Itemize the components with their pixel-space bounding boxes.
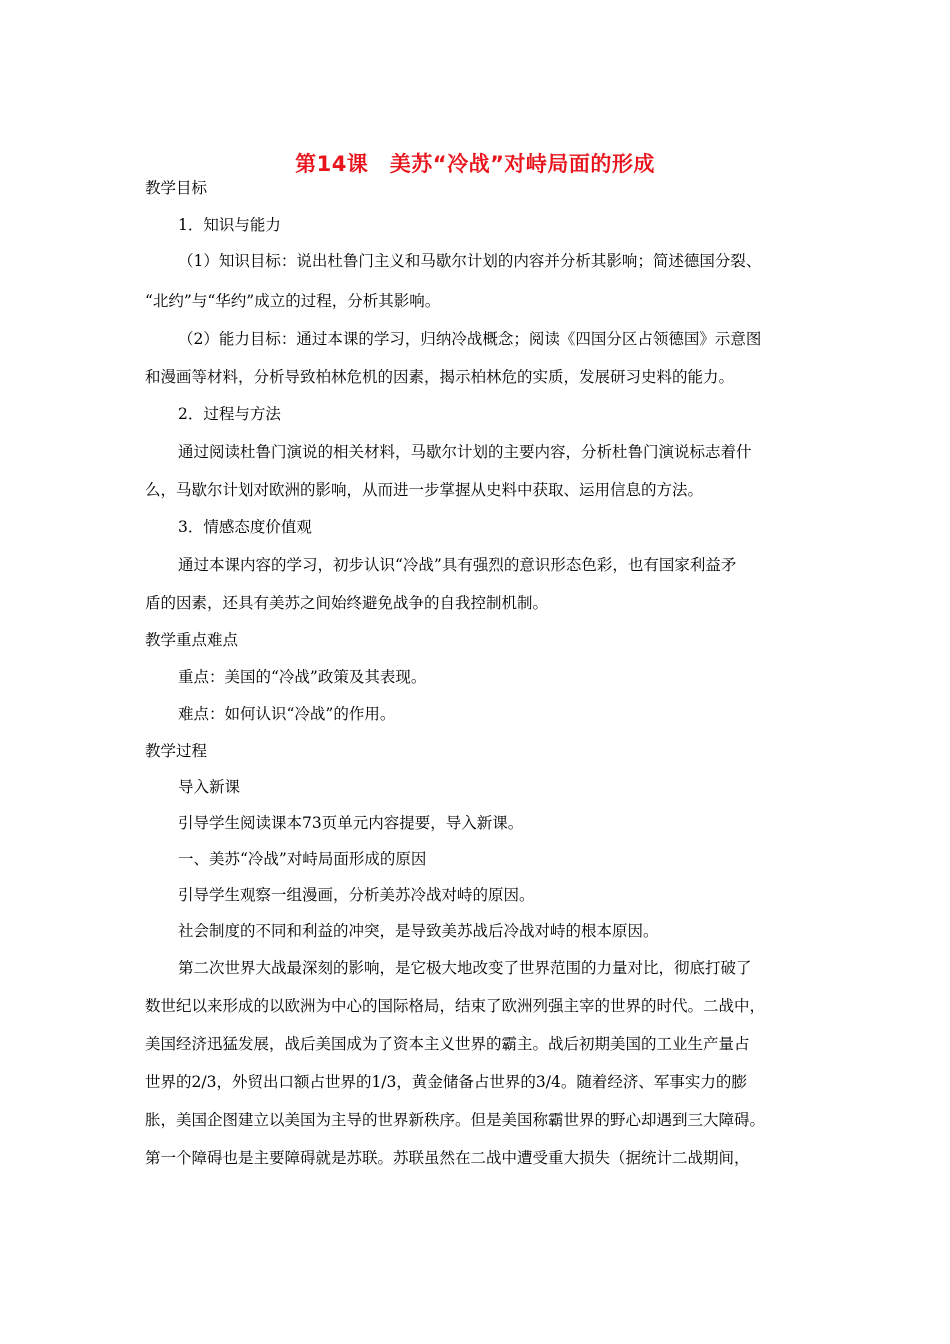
paragraph-line: （2）能力目标：通过本课的学习，归纳冷战概念；阅读《四国分区占领德国》示意图 <box>178 330 762 348</box>
paragraph-line: （1）知识目标：说出杜鲁门主义和马歇尔计划的内容并分析其影响；简述德国分裂、 <box>178 252 762 270</box>
paragraph-line: 引导学生观察一组漫画，分析美苏冷战对峙的原因。 <box>178 886 535 904</box>
subheading-causes: 一、美苏“冷战”对峙局面形成的原因 <box>178 850 427 868</box>
paragraph-line: 第二次世界大战最深刻的影响，是它极大地改变了世界范围的力量对比，彻底打破了 <box>178 959 752 977</box>
paragraph-line: 盾的因素，还具有美苏之间始终避免战争的自我控制机制。 <box>145 594 549 612</box>
paragraph-line: 通过阅读杜鲁门演说的相关材料，马歇尔计划的主要内容，分析杜鲁门演说标志着什 <box>178 443 752 461</box>
section-heading-objectives: 教学目标 <box>145 179 208 197</box>
paragraph-line: 和漫画等材料，分析导致柏林危机的因素，揭示柏林危的实质，发展研习史料的能力。 <box>145 368 735 386</box>
paragraph-line: 数世纪以来形成的以欧洲为中心的国际格局，结束了欧洲列强主宰的世界的时代。二战中， <box>145 997 766 1015</box>
paragraph-line: 社会制度的不同和利益的冲突，是导致美苏战后冷战对峙的根本原因。 <box>178 922 659 940</box>
paragraph-line: 世界的2/3，外贸出口额占世界的1/3，黄金储备占世界的3/4。随着经济、军事实力的膨 <box>145 1073 747 1091</box>
section-heading-key-points: 教学重点难点 <box>145 631 239 649</box>
subheading-knowledge: 1．知识与能力 <box>178 216 281 234</box>
subheading-process: 2．过程与方法 <box>178 405 281 423</box>
paragraph-line: 引导学生阅读课本73页单元内容提要，导入新课。 <box>178 814 524 832</box>
paragraph-line: 通过本课内容的学习，初步认识“冷战”具有强烈的意识形态色彩，也有国家利益矛 <box>178 556 737 574</box>
paragraph-line: 么，马歇尔计划对欧洲的影响，从而进一步掌握从史料中获取、运用信息的方法。 <box>145 481 704 499</box>
subheading-values: 3．情感态度价值观 <box>178 518 312 536</box>
paragraph-line: 重点：美国的“冷战”政策及其表现。 <box>178 668 427 686</box>
paragraph-line: 美国经济迅猛发展，战后美国成为了资本主义世界的霸主。战后初期美国的工业生产量占 <box>145 1035 750 1053</box>
subheading-intro: 导入新课 <box>178 778 241 796</box>
paragraph-line: 难点：如何认识“冷战”的作用。 <box>178 705 396 723</box>
paragraph-line: 第一个障碍也是主要障碍就是苏联。苏联虽然在二战中遭受重大损失（据统计二战期间， <box>145 1149 750 1167</box>
lesson-title: 第14课 美苏“冷战”对峙局面的形成 <box>295 152 655 176</box>
paragraph-line: 胀，美国企图建立以美国为主导的世界新秩序。但是美国称霸世界的野心却遇到三大障碍。 <box>145 1111 766 1129</box>
paragraph-line: “北约”与“华约”成立的过程，分析其影响。 <box>145 292 441 310</box>
section-heading-process: 教学过程 <box>145 742 208 760</box>
